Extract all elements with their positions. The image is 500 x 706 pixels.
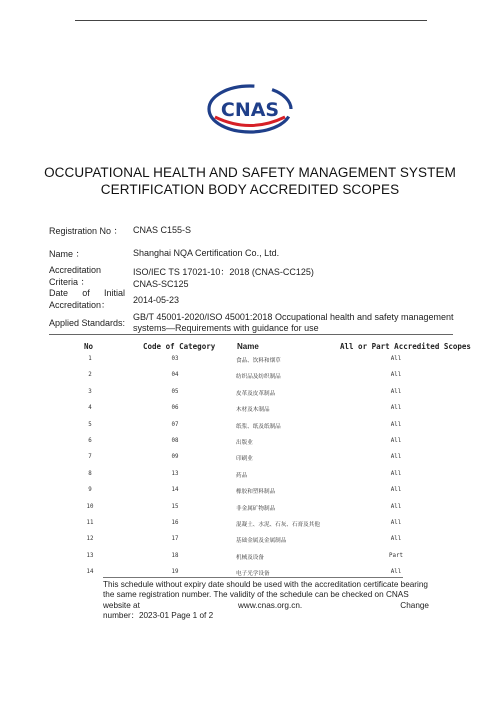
row-code: 19 [171, 569, 179, 576]
row-name: 出版业 [236, 440, 253, 446]
footer-line3 [103, 601, 429, 611]
row-code: 16 [171, 520, 179, 526]
footer-change-label: Change [400, 600, 429, 610]
row-scope: All [390, 405, 402, 412]
row-scope: All [390, 536, 402, 543]
date-label-line2: Accreditation： [49, 300, 111, 310]
registration-value: CNAS C155-S [133, 225, 192, 235]
row-name: 纸浆、纸及纸制品 [236, 423, 281, 430]
row-scope: All [390, 388, 402, 395]
row-code: 18 [171, 552, 179, 559]
criteria-value-line2: CNAS-SC125 [133, 279, 189, 289]
row-scope: All [390, 470, 402, 477]
criteria-label-line1: Accreditation [49, 265, 102, 275]
footer-line4: number：2023-01 Page 1 of 2 [103, 611, 214, 621]
header-no: No [84, 342, 94, 351]
row-name: 印刷业 [236, 456, 253, 463]
row-no: 7 [88, 454, 92, 461]
footer-line2: the same registration number. The validity of the schedule can be checked on CNAS [103, 590, 409, 600]
row-no: 2 [88, 372, 92, 379]
top-rule [75, 20, 427, 21]
row-no: 10 [86, 503, 94, 510]
row-scope: Part [389, 552, 403, 559]
row-code: 04 [171, 372, 179, 379]
row-name: 皮革及皮革制品 [236, 390, 276, 397]
row-no: 14 [86, 569, 94, 576]
row-code: 06 [171, 405, 179, 412]
row-scope: All [390, 503, 402, 510]
row-no: 4 [88, 405, 92, 412]
header-name: Name [237, 342, 259, 351]
footer-rule [103, 577, 403, 578]
cnas-logo [207, 84, 293, 134]
row-name: 食品、饮料和烟草 [236, 358, 281, 364]
row-name: 药品 [236, 472, 248, 479]
footer-website-label: website at [103, 600, 140, 610]
table-top-rule [49, 334, 453, 335]
name-value: Shanghai NQA Certification Co., Ltd. [133, 248, 280, 258]
page-title-line2: CERTIFICATION BODY ACCREDITED SCOPES [100, 182, 400, 197]
row-scope: All [390, 569, 402, 576]
header-code: Code of Category [143, 342, 216, 351]
row-scope: All [390, 454, 402, 461]
logo-text: CNAS [220, 99, 280, 121]
row-name: 橡胶和塑料制品 [236, 489, 276, 496]
row-scope: All [390, 487, 402, 494]
row-code: 15 [171, 503, 179, 510]
row-name: 纺织品及纺织制品 [236, 374, 281, 381]
name-label: Name ： [49, 249, 85, 259]
row-no: 3 [88, 388, 92, 395]
row-name: 木材及木制品 [236, 407, 270, 414]
row-no: 9 [88, 487, 92, 494]
footer-line1: This schedule without expiry date should be used with the accreditation certificate bearing [103, 580, 428, 589]
footer-note [103, 580, 429, 622]
row-code: 08 [171, 438, 179, 444]
row-no: 13 [86, 552, 94, 559]
row-no: 12 [86, 536, 94, 543]
row-name: 机械及设备 [236, 554, 264, 561]
row-name: 基础金属及金属制品 [236, 538, 287, 545]
criteria-label-line2: Criteria ： [49, 277, 90, 287]
row-scope: All [390, 421, 402, 428]
row-scope: All [390, 356, 402, 362]
row-code: 05 [171, 388, 179, 395]
row-name: 混凝土、水泥、石灰、石膏及其他 [236, 522, 320, 528]
row-code: 03 [171, 356, 179, 362]
footer-website-link[interactable]: www.cnas.org.cn. [238, 600, 303, 610]
row-no: 1 [88, 356, 92, 362]
row-code: 13 [171, 470, 179, 477]
header-scope: All or Part Accredited Scopes [340, 342, 471, 351]
row-code: 07 [171, 421, 179, 428]
registration-label: Registration No ： [49, 226, 123, 236]
date-label-line1: Date of Initial [49, 288, 125, 298]
row-code: 14 [171, 487, 179, 494]
row-no: 6 [88, 438, 92, 444]
row-name: 电子光学设备 [236, 571, 270, 578]
row-no: 11 [86, 520, 94, 526]
row-name: 非金属矿物制品 [236, 505, 276, 512]
page-title-line1: OCCUPATIONAL HEALTH AND SAFETY MANAGEMENT SYSTEM [44, 165, 456, 180]
row-scope: All [390, 520, 402, 526]
row-code: 09 [171, 454, 179, 461]
row-code: 17 [171, 536, 179, 543]
standards-label: Applied Standards: [49, 318, 126, 328]
standards-value-line1: GB/T 45001-2020/ISO 45001:2018 Occupational health and safety management [133, 312, 454, 322]
date-value: 2014-05-23 [133, 295, 180, 305]
standards-value-line2: systems—Requirements with guidance for use [133, 323, 319, 333]
criteria-value-line1: ISO/IEC TS 17021-10：2018 (CNAS-CC125) [133, 267, 314, 277]
row-no: 8 [88, 470, 92, 477]
row-no: 5 [88, 421, 92, 428]
row-scope: All [390, 438, 402, 444]
row-scope: All [390, 372, 402, 379]
